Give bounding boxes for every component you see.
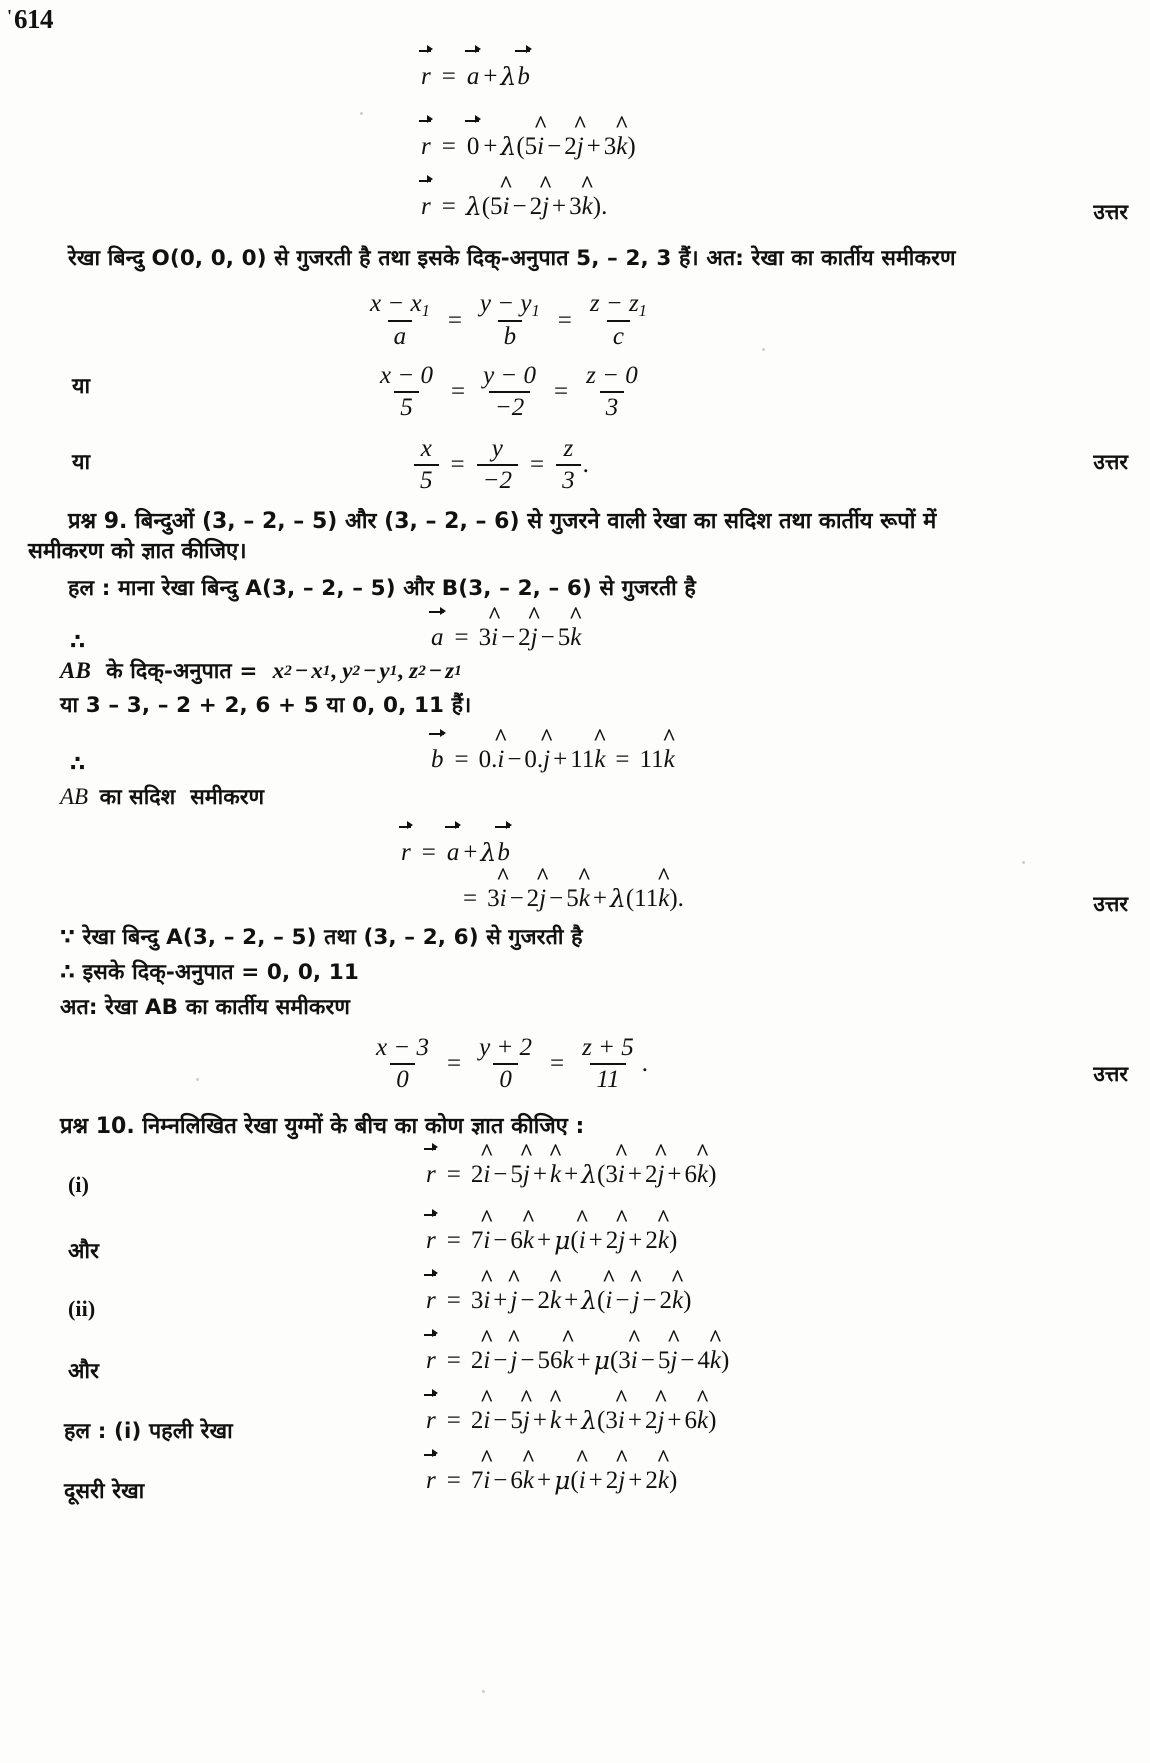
plus-sign: + [483, 132, 498, 160]
denominator: −2 [489, 391, 530, 422]
fraction-z-plus-5-over-11 [576, 1035, 640, 1093]
equals-sign: = [446, 1226, 461, 1254]
equals-sign: = [615, 746, 630, 773]
denominator: a [388, 320, 413, 351]
numerator: x − 3 [376, 1034, 429, 1061]
i-hat: i ^ [631, 1347, 638, 1375]
plus-sign: + [463, 838, 478, 866]
equals-sign: = [454, 624, 469, 651]
vector-r-symbol: r [426, 1226, 436, 1254]
page-number-value: 614 [14, 4, 53, 34]
i-hat: i ^ [483, 1407, 490, 1435]
denominator: −2 [477, 464, 518, 495]
i-hat: i ^ [483, 1347, 490, 1375]
scan-speck [196, 1078, 199, 1081]
numerator: x − 0 [380, 362, 433, 389]
fraction-x-minus-x1-over-a [364, 291, 436, 351]
note-line-cartesian-intro: अत: रेखा AB का कार्तीय समीकरण [60, 995, 351, 1020]
vector-a-symbol: a [466, 62, 480, 90]
equation-r-eq-lambda-body: r = λ ( 5 i ^ − 2 j ^ + 3 k ^ ). [420, 192, 607, 221]
denominator: c [607, 320, 630, 351]
j-hat: j ^ [523, 1161, 530, 1189]
label-or-second: या [72, 450, 91, 475]
k-hat: k ^ [594, 746, 605, 774]
question-10-item-3-equation: r = 2 i ^ − j ^ − 56 k ^ + μ (3 i ^ − 5 j ^ − 4 k ^ ) [425, 1346, 729, 1375]
fraction-z-minus-0-over-3 [580, 363, 644, 421]
vector-r-symbol: r [426, 1346, 436, 1374]
scan-speck [482, 1690, 485, 1693]
equals-sign: = [446, 1346, 461, 1374]
fraction-y-over-minus2 [477, 436, 518, 494]
question-10-item-2-label: (ii) [68, 1296, 96, 1321]
j-hat: j ^ [577, 133, 584, 161]
i-hat: i ^ [618, 1161, 625, 1189]
k-hat: k ^ [658, 1467, 669, 1495]
lambda-symbol: λ [500, 132, 517, 161]
numerator: $y - y_1$ [479, 290, 540, 320]
i-hat: i ^ [500, 885, 507, 913]
page-number [7, 4, 53, 35]
equals-sign: = [441, 132, 456, 160]
note-line-direction-ratios: ∴ इसके दिक्-अनुपात = 0, 0, 11 [60, 960, 359, 985]
equals-sign: = [447, 306, 462, 334]
equals-sign: = [441, 192, 456, 220]
numerator: y + 2 [479, 1034, 533, 1061]
lambda-symbol: λ [581, 1406, 598, 1435]
j-hat: j ^ [670, 1347, 677, 1375]
denominator: 5 [394, 391, 419, 422]
i-hat: i ^ [483, 1467, 490, 1495]
equation-cartesian-final [412, 436, 589, 494]
fraction-y-minus-0-over-minus2 [477, 363, 542, 421]
mu-symbol: μ [554, 1466, 571, 1495]
plus-sign: + [483, 62, 498, 90]
equals-sign: = [446, 1160, 461, 1188]
numerator: z − 0 [586, 362, 638, 389]
scan-speck [1022, 861, 1025, 864]
question-10-item-0-equation: r = 2 i ^ − 5 j ^ + k ^ + λ (3 i ^ + 2 j ^ + 6 k ^ ) [425, 1160, 716, 1189]
equals-sign: = [557, 306, 572, 334]
numerator: $x - x_1$ [370, 290, 430, 320]
i-hat: i ^ [605, 1287, 612, 1315]
answer-label: उत्तर [1093, 450, 1128, 474]
i-hat: i ^ [483, 1287, 490, 1315]
denominator: 3 [556, 464, 581, 495]
vector-r-symbol: r [421, 62, 431, 90]
fraction-y-plus-2-over-0 [473, 1035, 538, 1093]
j-hat: j ^ [657, 1407, 664, 1435]
j-hat: j ^ [523, 1407, 530, 1435]
i-hat: i ^ [491, 624, 498, 652]
mu-symbol: μ [593, 1346, 610, 1375]
i-hat: i ^ [579, 1227, 586, 1255]
equals-sign: = [454, 746, 469, 773]
k-hat: k ^ [550, 1407, 561, 1435]
equation-cartesian-substituted [372, 363, 646, 421]
answer-label: उत्तर [1093, 892, 1128, 916]
question-10-item-1-equation: r = 7 i ^ − 6 k ^ + μ ( i ^ + 2 j ^ + 2 k ^ ) [425, 1226, 677, 1255]
k-hat: k ^ [523, 1227, 534, 1255]
fraction-z-over-3 [556, 436, 581, 494]
mu-symbol: μ [554, 1226, 571, 1255]
j-hat: j ^ [632, 1287, 639, 1315]
fraction-z-minus-z1-over-c [584, 291, 653, 351]
k-hat: k ^ [579, 885, 590, 913]
numerator: y [491, 435, 503, 462]
equals-sign: = [446, 1406, 461, 1434]
segment-ab-label: AB [60, 658, 91, 683]
fraction-x-over-5 [414, 436, 439, 494]
segment-ab-label: AB [60, 784, 89, 809]
equals-sign: = [463, 884, 478, 912]
answer-label: उत्तर [1093, 1062, 1128, 1086]
denominator: b [498, 320, 523, 351]
direction-ratios-ab-line [60, 656, 462, 685]
numerator: z [563, 435, 574, 462]
question-10-item-1-label: और [68, 1239, 99, 1264]
question-10-item-4-equation: r = 2 i ^ − 5 j ^ + k ^ + λ (3 i ^ + 2 j ^ + 6 k ^ ) [425, 1406, 716, 1435]
vector-r-symbol: r [426, 1160, 436, 1188]
k-hat: k ^ [570, 624, 581, 652]
numerator: z + 5 [582, 1034, 634, 1061]
j-hat: j ^ [618, 1467, 625, 1495]
period-mark: . [641, 1050, 649, 1077]
k-hat: k ^ [550, 1161, 561, 1189]
i-hat: i ^ [483, 1227, 490, 1255]
lambda-symbol: λ [581, 1160, 598, 1189]
fraction-y-minus-y1-over-b [474, 291, 546, 351]
j-hat: j ^ [542, 193, 549, 221]
k-hat: k ^ [616, 133, 627, 161]
k-hat: k ^ [658, 1227, 669, 1255]
question-10-solution-second-line-label: दूसरी रेखा [64, 1479, 145, 1504]
equals-sign: = [450, 451, 465, 478]
k-hat: k ^ [523, 1467, 534, 1495]
denominator: 0 [493, 1063, 518, 1094]
vector-b-symbol: b [431, 746, 444, 773]
lambda-symbol: λ [465, 192, 482, 221]
equation-cartesian-general [362, 291, 655, 351]
note-line-because: ∵ रेखा बिन्दु A(3, – 2, – 5) तथा (3, – 2, 6) से गुजरती है [60, 925, 583, 950]
numerator: x [420, 435, 432, 462]
question-10-item-5-equation: r = 7 i ^ − 6 k ^ + μ ( i ^ + 2 j ^ + 2 k ^ ) [425, 1466, 677, 1495]
k-hat: k ^ [697, 1161, 708, 1189]
equals-sign: = [450, 378, 466, 405]
equation-vector-a: a = 3 i ^ − 2 j ^ − 5 k ^ [430, 624, 581, 652]
equals-sign: = [529, 451, 545, 478]
k-hat: k ^ [582, 193, 593, 221]
j-hat: j ^ [531, 624, 538, 652]
equals-sign: = [554, 378, 569, 405]
vector-r-symbol: r [421, 192, 431, 220]
k-hat: k ^ [672, 1287, 683, 1315]
scan-speck [762, 348, 765, 351]
paren-open: ( [516, 132, 525, 160]
paren-close: ) [627, 132, 636, 160]
scan-speck [360, 112, 363, 115]
question-9-line-2: समीकरण को ज्ञात कीजिए। [28, 539, 247, 564]
equals-sign: = [550, 1050, 565, 1077]
vector-a-symbol: a [431, 624, 444, 651]
numerator: $z - z_1$ [589, 290, 647, 320]
lambda-symbol: λ [609, 884, 626, 913]
therefore-symbol-1: ∴ [70, 630, 86, 655]
j-hat: j ^ [510, 1287, 517, 1315]
vector-zero-symbol: 0 [466, 132, 480, 160]
equation-vector-b: b = 0. i ^ − 0. j ^ + 11 k ^ = 11 k ^ [430, 746, 675, 774]
vector-b-symbol: b [497, 838, 510, 866]
denominator: 3 [600, 391, 625, 422]
i-hat: i ^ [537, 133, 544, 161]
k-hat: k ^ [697, 1407, 708, 1435]
j-hat: j ^ [618, 1227, 625, 1255]
equals-sign: = [446, 1286, 461, 1314]
k-hat: k ^ [550, 1287, 561, 1315]
equals-sign: = [441, 62, 456, 90]
vector-r-symbol: r [426, 1466, 436, 1494]
fraction-x-minus-3-over-0 [370, 1035, 435, 1093]
denominator: 0 [390, 1063, 415, 1094]
j-hat: j ^ [510, 1347, 517, 1375]
denominator: 11 [590, 1063, 625, 1094]
question-10-solution-first-line-label: हल : (i) पहली रेखा [64, 1419, 233, 1444]
i-hat: i ^ [579, 1467, 586, 1495]
dr-expression: x 2 − x 1 , y 2 − y 1 , z 2 − z 1 [272, 658, 462, 683]
equation-r-eq-a-plus-lambda-b [420, 62, 531, 91]
k-hat: k ^ [664, 746, 675, 774]
question-10-item-3-label: और [68, 1359, 99, 1384]
equation-r-eq-a-plus-lambda-b-second [400, 838, 511, 867]
lambda-symbol: λ [480, 838, 497, 867]
i-hat: i ^ [618, 1407, 625, 1435]
vector-equation-ab-caption [60, 782, 264, 811]
numerator: y − 0 [483, 362, 537, 389]
vector-r-symbol: r [426, 1286, 436, 1314]
equation-cartesian-ab [368, 1035, 648, 1093]
i-hat: i ^ [503, 193, 510, 221]
period-mark: . [582, 451, 589, 478]
question-10-item-0-label: (i) [68, 1172, 90, 1197]
equals-sign: = [446, 1050, 462, 1077]
question-10-heading: प्रश्न 10. निम्नलिखित रेखा युग्मों के बीच का कोण ज्ञात कीजिए : [60, 1114, 585, 1139]
direction-ratios-ab-values: या 3 – 3, – 2 + 2, 6 + 5 या 0, 0, 11 हैं। [60, 693, 472, 718]
i-hat: i ^ [497, 746, 504, 774]
answer-label: उत्तर [1093, 200, 1128, 224]
i-hat: i ^ [483, 1161, 490, 1189]
vector-r-symbol: r [401, 838, 411, 866]
label-or-first: या [72, 374, 91, 399]
vector-r-symbol: r [426, 1406, 436, 1434]
k-hat: k ^ [658, 885, 669, 913]
equation-r-eq-zero-plus-lambda: r = 0 + λ ( 5 i ^ − 2 j ^ + 3 k ^ ) [420, 132, 636, 161]
equals-sign: = [421, 838, 436, 866]
vector-a-symbol: a [446, 838, 460, 866]
question-9-line-1: प्रश्न 9. बिन्दुओं (3, – 2, – 5) और (3, – 2, – 6) से गुजरने वाली रेखा का सदिश तथा कार्तीय रूपों में [68, 509, 937, 534]
paragraph-line-origin: रेखा बिन्दु O(0, 0, 0) से गुजरती है तथा इसके दिक्-अनुपात 5, – 2, 3 हैं। अत: रेखा का कार्तीय समीकरण [68, 246, 956, 271]
j-hat: j ^ [539, 885, 546, 913]
question-9-solution-intro: हल : माना रेखा बिन्दु A(3, – 2, – 5) और B(3, – 2, – 6) से गुजरती है [68, 576, 696, 601]
folio-tick-mark: ' [7, 6, 12, 26]
denominator: 5 [414, 464, 439, 495]
therefore-symbol-2: ∴ [70, 752, 86, 777]
vector-b-symbol: b [517, 62, 530, 90]
question-10-item-2-equation: r = 3 i ^ + j ^ − 2 k ^ + λ ( i ^ − j ^ − 2 k ^ ) [425, 1286, 691, 1315]
dr-text: के दिक्-अनुपात = [98, 659, 266, 684]
equals-sign: = [446, 1466, 461, 1494]
equation-r-expanded: = 3 i ^ − 2 j ^ − 5 k ^ + λ (11 k ^ ). [453, 884, 684, 913]
fraction-x-minus-0-over-5 [374, 363, 439, 421]
j-hat: j ^ [657, 1161, 664, 1189]
k-hat: k ^ [562, 1347, 573, 1375]
caption-text: का सदिश समीकरण [92, 785, 265, 810]
k-hat: k ^ [710, 1347, 721, 1375]
vector-r-symbol: r [421, 132, 431, 160]
j-hat: j ^ [543, 746, 550, 774]
lambda-symbol: λ [581, 1286, 598, 1315]
lambda-symbol: λ [500, 62, 517, 91]
